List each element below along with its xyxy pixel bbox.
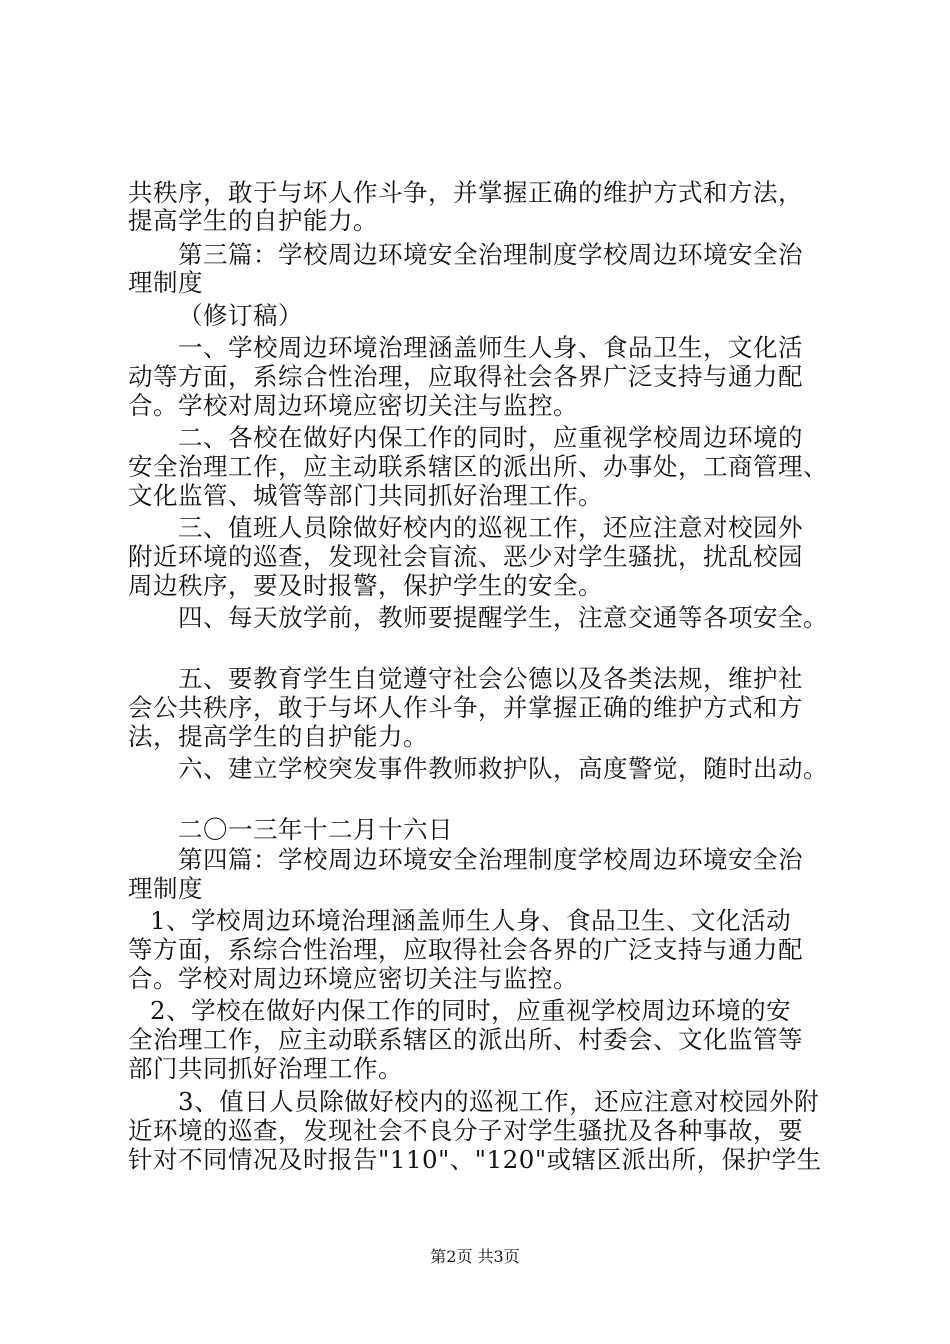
text-line: 合。学校对周边环境应密切关注与监控。 [128,964,578,993]
page-footer: 第2页 共3页 [430,1247,520,1266]
text-line: 动等方面，系综合性治理，应取得社会各界广泛支持与通力配 [128,362,803,391]
text-line: 提高学生的自护能力。 [128,206,378,235]
text-line: 一、学校周边环境治理涵盖师生人身、食品卫生，文化活 [178,333,803,362]
text-line: 等方面，系综合性治理，应取得社会各界的广泛支持与通力配 [128,935,803,964]
text-line: 针对不同情况及时报告"110"、"120"或辖区派出所，保护学生 [128,1145,822,1174]
text-line: 近环境的巡查，发现社会不良分子对学生骚扰及各种事故，要 [128,1116,803,1145]
text-line: 二、各校在做好内保工作的同时，应重视学校周边环境的 [178,423,803,452]
section-heading: 理制度 [128,268,203,297]
text-line: 1、学校周边环境治理涵盖师生人身、食品卫生、文化活动 [150,906,792,935]
section-heading: 理制度 [128,874,203,903]
text-line: 四、每天放学前，教师要提醒学生，注意交通等各项安全。 [178,603,828,632]
text-line: 共秩序，敢于与坏人作斗争，并掌握正确的维护方式和方法， [128,178,803,207]
section-heading: 第三篇：学校周边环境安全治理制度学校周边环境安全治 [178,240,803,269]
date-line: 二〇一三年十二月十六日 [178,815,453,844]
text-line: 周边秩序，要及时报警，保护学生的安全。 [128,571,603,600]
text-line: 3、值日人员除做好校内的巡视工作，还应注意对校园外附 [178,1087,820,1116]
text-line: 会公共秩序，敢于与坏人作斗争，并掌握正确的维护方式和方 [128,693,803,722]
text-line: 法，提高学生的自护能力。 [128,722,428,751]
text-line: 五、要教育学生自觉遵守社会公德以及各类法规，维护社 [178,664,803,693]
text-line: 附近环境的巡查，发现社会盲流、恶少对学生骚扰，扰乱校园 [128,542,803,571]
section-heading: 第四篇：学校周边环境安全治理制度学校周边环境安全治 [178,845,803,874]
text-line: 三、值班人员除做好校内的巡视工作，还应注意对校园外 [178,513,803,542]
text-line: 全治理工作，应主动联系辖区的派出所、村委会、文化监管等 [128,1025,803,1054]
text-line: 文化监管、城管等部门共同抓好治理工作。 [128,481,603,510]
text-line: 安全治理工作，应主动联系辖区的派出所、办事处，工商管理、 [128,452,828,481]
text-line: 六、建立学校突发事件教师救护队，高度警觉，随时出动。 [178,754,828,783]
text-line: 合。学校对周边环境应密切关注与监控。 [128,391,578,420]
text-line: 2、学校在做好内保工作的同时，应重视学校周边环境的安 [150,996,792,1025]
subtitle: （修订稿） [178,301,303,330]
text-line: 部门共同抓好治理工作。 [128,1054,403,1083]
